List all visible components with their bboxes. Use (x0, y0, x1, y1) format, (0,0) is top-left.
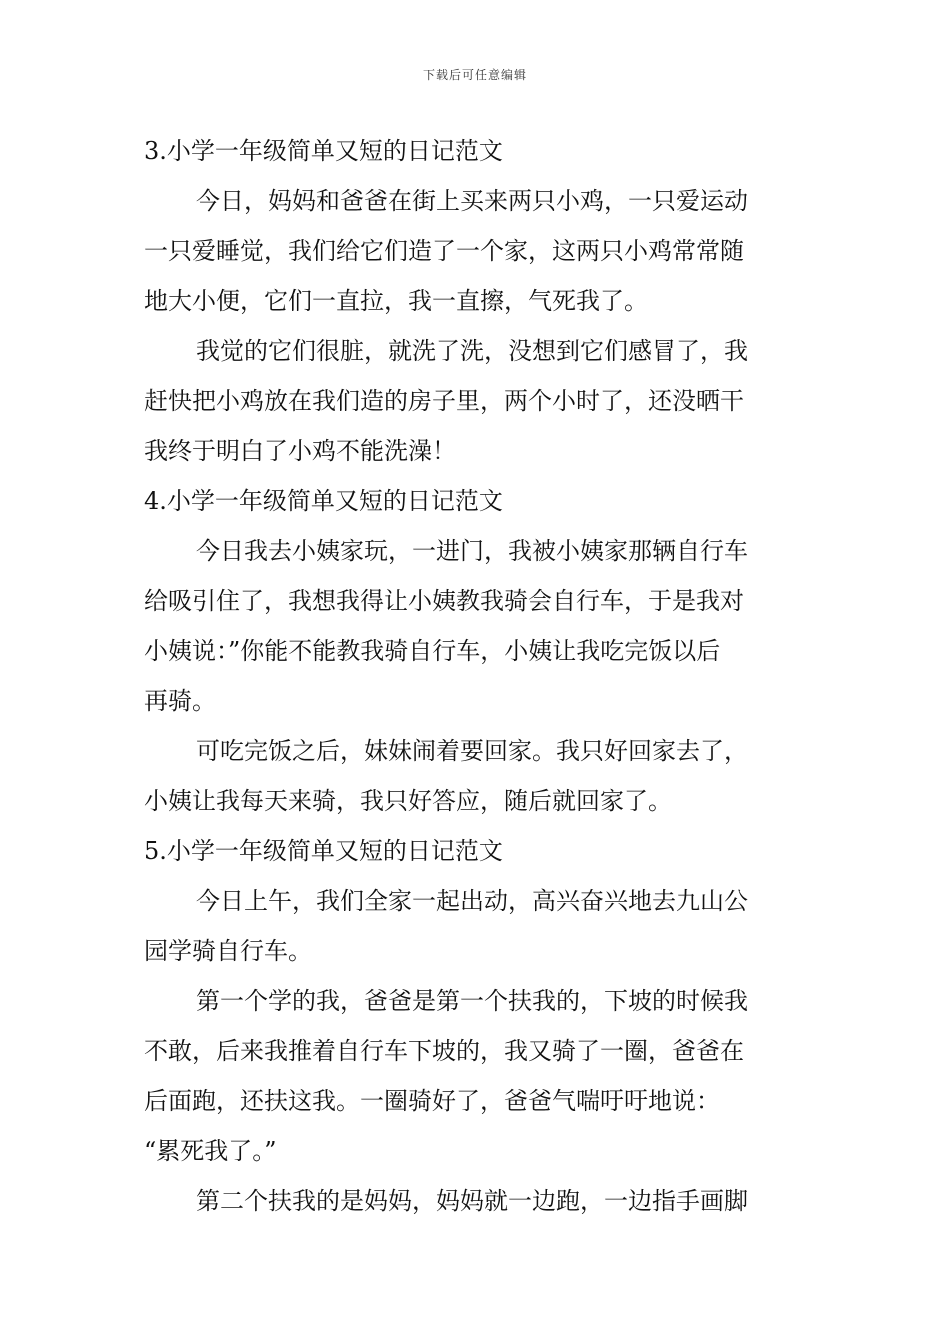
paragraph-line: 不敢，后来我推着自行车下坡的，我又骑了一圈，爸爸在 (144, 1037, 744, 1065)
paragraph-line: 今日上午，我们全家一起出动，高兴奋兴地去九山公 (196, 887, 748, 915)
paragraph-line: 第一个学的我，爸爸是第一个扶我的，下坡的时候我 (196, 987, 748, 1015)
paragraph-line: 可吃完饭之后，妹妹闹着要回家。我只好回家去了， (196, 737, 748, 765)
paragraph-line: 后面跑，还扶这我。一圈骑好了，爸爸气喘吁吁地说： (144, 1087, 720, 1115)
document-body (144, 126, 809, 1226)
section-heading: 5.小学一年级简单又短的日记范文 (144, 837, 503, 865)
section-heading: 4.小学一年级简单又短的日记范文 (144, 487, 503, 515)
paragraph-line: “累死我了。” (144, 1137, 277, 1165)
paragraph-line: 再骑。 (144, 687, 216, 715)
paragraph-line: 第二个扶我的是妈妈，妈妈就一边跑，一边指手画脚 (196, 1187, 748, 1215)
paragraph-line: 我觉的它们很脏，就洗了洗，没想到它们感冒了，我 (196, 337, 748, 365)
paragraph-line: 小姨让我每天来骑，我只好答应，随后就回家了。 (144, 787, 672, 815)
paragraph-line: 给吸引住了，我想我得让小姨教我骑会自行车，于是我对 (144, 587, 744, 615)
paragraph-line: 赶快把小鸡放在我们造的房子里，两个小时了，还没晒干 (144, 387, 744, 415)
section-heading: 3.小学一年级简单又短的日记范文 (144, 137, 503, 165)
header-note: 下载后可任意编辑 (422, 68, 527, 82)
paragraph-line: 今日我去小姨家玩，一进门，我被小姨家那辆自行车 (196, 537, 748, 565)
paragraph-line: 小姨说：”你能不能教我骑自行车，小姨让我吃完饭以后 (144, 637, 721, 665)
paragraph-line: 今日，妈妈和爸爸在街上买来两只小鸡，一只爱运动 (196, 187, 748, 215)
paragraph-line: 园学骑自行车。 (144, 937, 312, 965)
paragraph-line: 一只爱睡觉，我们给它们造了一个家，这两只小鸡常常随 (144, 237, 744, 265)
paragraph-line: 地大小便，它们一直拉，我一直擦，气死我了。 (144, 287, 648, 315)
paragraph-line: 我终于明白了小鸡不能洗澡！ (144, 437, 456, 465)
